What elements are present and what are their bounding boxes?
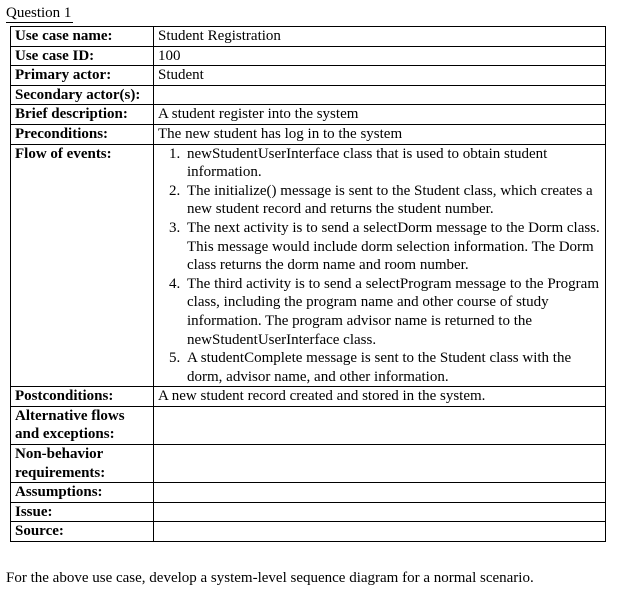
primary-actor-value: Student xyxy=(154,66,606,86)
row-secondary-actors xyxy=(11,85,606,105)
issue-label: Issue: xyxy=(11,502,154,522)
assumptions-label: Assumptions: xyxy=(11,483,154,503)
non-behavior-value xyxy=(154,445,606,483)
row-use-case-name xyxy=(11,27,606,47)
row-issue xyxy=(11,502,606,522)
row-source xyxy=(11,522,606,542)
row-non-behavior xyxy=(11,445,606,483)
flow-step: 5. A studentComplete message is sent to the Student class with the dorm, advisor name, and other information. xyxy=(184,349,601,386)
flow-step: 3. The next activity is to send a selectDorm message to the Dorm class. This message would include dorm selection information. The Dorm class returns the dorm name and room number. xyxy=(184,219,601,275)
alternative-flows-label: Alternative flows and exceptions: xyxy=(11,406,154,444)
use-case-id-value: 100 xyxy=(154,46,606,66)
brief-description-value: A student register into the system xyxy=(154,105,606,125)
preconditions-label: Preconditions: xyxy=(11,124,154,144)
row-use-case-id xyxy=(11,46,606,66)
use-case-name-value: Student Registration xyxy=(154,27,606,47)
flow-of-events-value xyxy=(154,144,606,387)
use-case-id-label: Use case ID: xyxy=(11,46,154,66)
secondary-actors-label: Secondary actor(s): xyxy=(11,85,154,105)
row-preconditions xyxy=(11,124,606,144)
question-title: Question 1 xyxy=(6,5,72,21)
row-flow-of-events xyxy=(11,144,606,387)
row-brief-description xyxy=(11,105,606,125)
postconditions-label: Postconditions: xyxy=(11,387,154,407)
alternative-flows-value xyxy=(154,406,606,444)
non-behavior-label: Non-behavior requirements: xyxy=(11,445,154,483)
use-case-name-label: Use case name: xyxy=(11,27,154,47)
brief-description-label: Brief description: xyxy=(11,105,154,125)
flow-steps-list xyxy=(158,145,601,387)
source-label: Source: xyxy=(11,522,154,542)
assumptions-value xyxy=(154,483,606,503)
flow-step: 4. The third activity is to send a selectProgram message to the Program class, including the program name and other course of study information. The program advisor name is returned to the newStudentUserInterface class. xyxy=(184,275,601,349)
source-value xyxy=(154,522,606,542)
row-alternative-flows xyxy=(11,406,606,444)
row-assumptions xyxy=(11,483,606,503)
instruction-text: For the above use case, develop a system-level sequence diagram for a normal scenario. xyxy=(6,570,534,586)
postconditions-value: A new student record created and stored in the system. xyxy=(154,387,606,407)
row-postconditions xyxy=(11,387,606,407)
preconditions-value: The new student has log in to the system xyxy=(154,124,606,144)
flow-step: 2. The initialize() message is sent to the Student class, which creates a new student record and returns the student number. xyxy=(184,182,601,219)
secondary-actors-value xyxy=(154,85,606,105)
issue-value xyxy=(154,502,606,522)
use-case-table xyxy=(10,26,606,542)
flow-of-events-label: Flow of events: xyxy=(11,144,154,387)
row-primary-actor xyxy=(11,66,606,86)
primary-actor-label: Primary actor: xyxy=(11,66,154,86)
flow-step: 1. newStudentUserInterface class that is used to obtain student information. xyxy=(184,145,601,182)
